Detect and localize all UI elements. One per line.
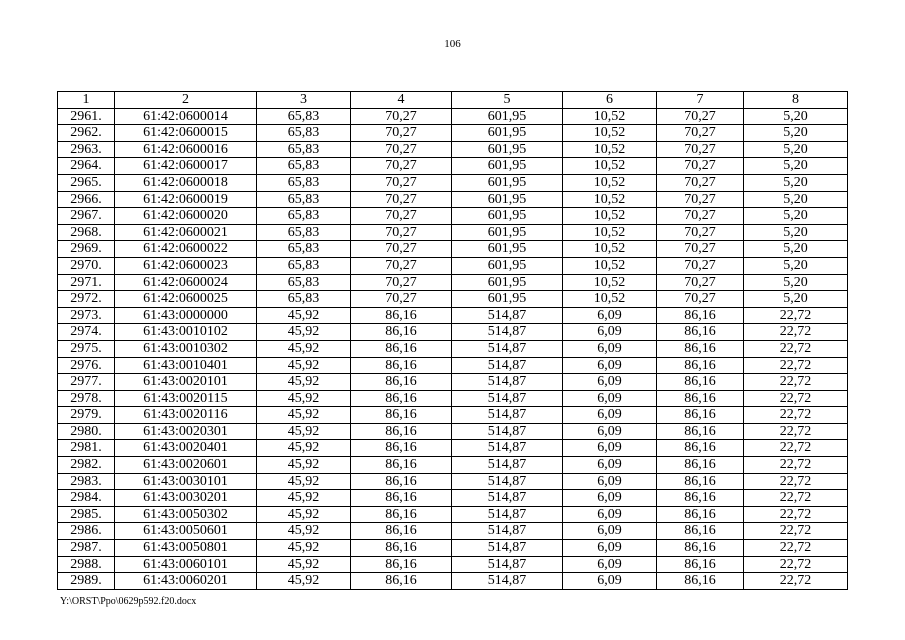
table-cell: 2984. xyxy=(58,490,115,507)
table-cell: 2976. xyxy=(58,357,115,374)
table-cell: 61:43:0020301 xyxy=(115,423,257,440)
table-cell: 2970. xyxy=(58,257,115,274)
table-cell: 70,27 xyxy=(657,291,744,308)
table-cell: 2967. xyxy=(58,208,115,225)
table-row xyxy=(58,423,848,440)
table-cell: 86,16 xyxy=(657,307,744,324)
table-cell: 2966. xyxy=(58,191,115,208)
table-cell: 45,92 xyxy=(257,457,351,474)
table-cell: 5,20 xyxy=(744,208,848,225)
table-cell: 65,83 xyxy=(257,108,351,125)
table-row xyxy=(58,208,848,225)
table-cell: 601,95 xyxy=(452,224,563,241)
table-cell: 45,92 xyxy=(257,540,351,557)
header-row xyxy=(58,92,848,109)
table-cell: 61:43:0030201 xyxy=(115,490,257,507)
table-cell: 10,52 xyxy=(563,241,657,258)
table-row xyxy=(58,540,848,557)
table-cell: 10,52 xyxy=(563,141,657,158)
table-cell: 86,16 xyxy=(351,440,452,457)
table-row xyxy=(58,324,848,341)
table-cell: 86,16 xyxy=(657,573,744,590)
table-cell: 22,72 xyxy=(744,540,848,557)
table-cell: 70,27 xyxy=(351,108,452,125)
table-cell: 2979. xyxy=(58,407,115,424)
table-cell: 22,72 xyxy=(744,490,848,507)
table-cell: 10,52 xyxy=(563,291,657,308)
table-cell: 2972. xyxy=(58,291,115,308)
table-cell: 5,20 xyxy=(744,174,848,191)
table-cell: 514,87 xyxy=(452,457,563,474)
table-cell: 70,27 xyxy=(351,191,452,208)
table-cell: 86,16 xyxy=(351,457,452,474)
table-cell: 86,16 xyxy=(657,390,744,407)
table-cell: 2978. xyxy=(58,390,115,407)
table-cell: 45,92 xyxy=(257,573,351,590)
table-cell: 61:42:0600017 xyxy=(115,158,257,175)
table-cell: 86,16 xyxy=(351,307,452,324)
table-cell: 2971. xyxy=(58,274,115,291)
table-cell: 514,87 xyxy=(452,307,563,324)
table-cell: 45,92 xyxy=(257,423,351,440)
table-cell: 514,87 xyxy=(452,374,563,391)
table-cell: 65,83 xyxy=(257,208,351,225)
table-cell: 61:43:0020401 xyxy=(115,440,257,457)
table-cell: 61:43:0060201 xyxy=(115,573,257,590)
table-cell: 45,92 xyxy=(257,307,351,324)
table-cell: 86,16 xyxy=(657,440,744,457)
table-cell: 65,83 xyxy=(257,141,351,158)
table-cell: 514,87 xyxy=(452,407,563,424)
table-cell: 61:42:0600023 xyxy=(115,257,257,274)
table-cell: 70,27 xyxy=(657,257,744,274)
table-cell: 2977. xyxy=(58,374,115,391)
table-cell: 45,92 xyxy=(257,556,351,573)
table-cell: 61:43:0000000 xyxy=(115,307,257,324)
table-cell: 22,72 xyxy=(744,307,848,324)
table-cell: 2961. xyxy=(58,108,115,125)
table-cell: 86,16 xyxy=(657,540,744,557)
table-row xyxy=(58,357,848,374)
table-cell: 2975. xyxy=(58,340,115,357)
table-row xyxy=(58,141,848,158)
table-header xyxy=(58,92,848,109)
table-row xyxy=(58,473,848,490)
table-cell: 514,87 xyxy=(452,473,563,490)
table-row xyxy=(58,556,848,573)
table-cell: 6,09 xyxy=(563,523,657,540)
table-cell: 65,83 xyxy=(257,274,351,291)
table-cell: 22,72 xyxy=(744,423,848,440)
table-cell: 61:43:0020101 xyxy=(115,374,257,391)
table-cell: 6,09 xyxy=(563,506,657,523)
table-cell: 10,52 xyxy=(563,208,657,225)
table-cell: 601,95 xyxy=(452,191,563,208)
table-cell: 22,72 xyxy=(744,473,848,490)
table-cell: 86,16 xyxy=(657,340,744,357)
table-cell: 514,87 xyxy=(452,506,563,523)
table-cell: 65,83 xyxy=(257,174,351,191)
table-cell: 70,27 xyxy=(657,241,744,258)
table-cell: 61:43:0050302 xyxy=(115,506,257,523)
table-cell: 61:43:0010102 xyxy=(115,324,257,341)
table-cell: 45,92 xyxy=(257,490,351,507)
table-cell: 86,16 xyxy=(351,506,452,523)
table-cell: 22,72 xyxy=(744,390,848,407)
table-cell: 6,09 xyxy=(563,340,657,357)
table-cell: 70,27 xyxy=(657,191,744,208)
table-cell: 514,87 xyxy=(452,573,563,590)
table-cell: 61:42:0600022 xyxy=(115,241,257,258)
table-cell: 65,83 xyxy=(257,257,351,274)
table-cell: 5,20 xyxy=(744,108,848,125)
table-cell: 22,72 xyxy=(744,556,848,573)
table-cell: 61:42:0600025 xyxy=(115,291,257,308)
table-cell: 86,16 xyxy=(351,390,452,407)
table-cell: 86,16 xyxy=(351,523,452,540)
table-cell: 70,27 xyxy=(351,208,452,225)
table-cell: 22,72 xyxy=(744,357,848,374)
table-cell: 61:43:0050601 xyxy=(115,523,257,540)
table-cell: 61:42:0600015 xyxy=(115,125,257,142)
table-row xyxy=(58,573,848,590)
table-row xyxy=(58,125,848,142)
table-cell: 86,16 xyxy=(351,423,452,440)
table-cell: 86,16 xyxy=(657,506,744,523)
table-cell: 61:43:0030101 xyxy=(115,473,257,490)
table-cell: 10,52 xyxy=(563,108,657,125)
table-cell: 601,95 xyxy=(452,208,563,225)
table-cell: 5,20 xyxy=(744,241,848,258)
table-cell: 65,83 xyxy=(257,241,351,258)
table-cell: 514,87 xyxy=(452,490,563,507)
table-cell: 514,87 xyxy=(452,440,563,457)
table-cell: 514,87 xyxy=(452,423,563,440)
table-row xyxy=(58,490,848,507)
table-cell: 70,27 xyxy=(657,174,744,191)
table-cell: 22,72 xyxy=(744,440,848,457)
table-cell: 10,52 xyxy=(563,274,657,291)
table-cell: 10,52 xyxy=(563,174,657,191)
table-cell: 22,72 xyxy=(744,340,848,357)
table-cell: 45,92 xyxy=(257,374,351,391)
table-row xyxy=(58,523,848,540)
table-cell: 22,72 xyxy=(744,457,848,474)
table-cell: 86,16 xyxy=(351,473,452,490)
table-cell: 45,92 xyxy=(257,523,351,540)
table-cell: 6,09 xyxy=(563,573,657,590)
table-cell: 6,09 xyxy=(563,357,657,374)
table-cell: 2968. xyxy=(58,224,115,241)
table-cell: 601,95 xyxy=(452,108,563,125)
table-cell: 86,16 xyxy=(657,556,744,573)
table-cell: 86,16 xyxy=(351,357,452,374)
table-cell: 86,16 xyxy=(351,324,452,341)
table-cell: 70,27 xyxy=(351,125,452,142)
table-cell: 70,27 xyxy=(657,125,744,142)
table-cell: 2965. xyxy=(58,174,115,191)
table-cell: 61:43:0010302 xyxy=(115,340,257,357)
table-cell: 61:42:0600021 xyxy=(115,224,257,241)
table-cell: 86,16 xyxy=(657,357,744,374)
table-cell: 70,27 xyxy=(657,224,744,241)
table-cell: 65,83 xyxy=(257,224,351,241)
table-cell: 5,20 xyxy=(744,125,848,142)
table-cell: 70,27 xyxy=(351,291,452,308)
table-cell: 2986. xyxy=(58,523,115,540)
table-cell: 61:43:0020601 xyxy=(115,457,257,474)
table-cell: 6,09 xyxy=(563,540,657,557)
table-cell: 70,27 xyxy=(351,174,452,191)
table-cell: 2962. xyxy=(58,125,115,142)
table-cell: 86,16 xyxy=(351,490,452,507)
table-row xyxy=(58,457,848,474)
data-table-container xyxy=(57,91,847,590)
table-cell: 2980. xyxy=(58,423,115,440)
table-row xyxy=(58,257,848,274)
table-cell: 22,72 xyxy=(744,324,848,341)
table-cell: 22,72 xyxy=(744,407,848,424)
table-cell: 5,20 xyxy=(744,257,848,274)
column-header: 6 xyxy=(563,92,657,109)
table-cell: 70,27 xyxy=(657,208,744,225)
table-cell: 86,16 xyxy=(657,324,744,341)
table-cell: 5,20 xyxy=(744,158,848,175)
table-cell: 2985. xyxy=(58,506,115,523)
table-cell: 2981. xyxy=(58,440,115,457)
table-cell: 514,87 xyxy=(452,357,563,374)
table-cell: 601,95 xyxy=(452,125,563,142)
table-cell: 2989. xyxy=(58,573,115,590)
table-cell: 2983. xyxy=(58,473,115,490)
table-cell: 22,72 xyxy=(744,573,848,590)
table-row xyxy=(58,158,848,175)
table-cell: 70,27 xyxy=(351,257,452,274)
table-cell: 6,09 xyxy=(563,374,657,391)
table-cell: 70,27 xyxy=(657,141,744,158)
table-cell: 45,92 xyxy=(257,390,351,407)
table-cell: 10,52 xyxy=(563,257,657,274)
table-cell: 514,87 xyxy=(452,556,563,573)
table-row xyxy=(58,291,848,308)
table-cell: 61:43:0020116 xyxy=(115,407,257,424)
table-row xyxy=(58,191,848,208)
table-cell: 22,72 xyxy=(744,523,848,540)
table-cell: 2969. xyxy=(58,241,115,258)
table-cell: 61:43:0060101 xyxy=(115,556,257,573)
table-cell: 6,09 xyxy=(563,390,657,407)
table-cell: 86,16 xyxy=(351,556,452,573)
table-cell: 6,09 xyxy=(563,307,657,324)
table-cell: 22,72 xyxy=(744,506,848,523)
table-cell: 86,16 xyxy=(351,374,452,391)
table-cell: 86,16 xyxy=(657,473,744,490)
column-header: 3 xyxy=(257,92,351,109)
table-cell: 86,16 xyxy=(657,423,744,440)
table-cell: 10,52 xyxy=(563,224,657,241)
table-cell: 45,92 xyxy=(257,506,351,523)
table-cell: 61:42:0600016 xyxy=(115,141,257,158)
table-cell: 61:42:0600020 xyxy=(115,208,257,225)
table-cell: 45,92 xyxy=(257,324,351,341)
table-row xyxy=(58,274,848,291)
table-row xyxy=(58,506,848,523)
table-cell: 514,87 xyxy=(452,523,563,540)
table-cell: 45,92 xyxy=(257,473,351,490)
table-cell: 601,95 xyxy=(452,158,563,175)
column-header: 1 xyxy=(58,92,115,109)
table-cell: 2982. xyxy=(58,457,115,474)
table-cell: 10,52 xyxy=(563,191,657,208)
table-row xyxy=(58,224,848,241)
table-cell: 86,16 xyxy=(657,374,744,391)
table-cell: 70,27 xyxy=(657,108,744,125)
table-cell: 61:43:0050801 xyxy=(115,540,257,557)
table-cell: 61:42:0600024 xyxy=(115,274,257,291)
table-cell: 86,16 xyxy=(351,407,452,424)
table-cell: 61:42:0600019 xyxy=(115,191,257,208)
table-row xyxy=(58,340,848,357)
table-cell: 70,27 xyxy=(351,158,452,175)
table-cell: 2973. xyxy=(58,307,115,324)
table-cell: 6,09 xyxy=(563,407,657,424)
table-cell: 22,72 xyxy=(744,374,848,391)
table-cell: 86,16 xyxy=(351,340,452,357)
table-cell: 6,09 xyxy=(563,440,657,457)
table-cell: 2963. xyxy=(58,141,115,158)
table-cell: 514,87 xyxy=(452,540,563,557)
table-row xyxy=(58,241,848,258)
table-cell: 45,92 xyxy=(257,357,351,374)
table-cell: 70,27 xyxy=(351,224,452,241)
table-cell: 6,09 xyxy=(563,473,657,490)
table-cell: 45,92 xyxy=(257,407,351,424)
table-cell: 70,27 xyxy=(657,158,744,175)
table-row xyxy=(58,307,848,324)
table-cell: 601,95 xyxy=(452,241,563,258)
table-cell: 65,83 xyxy=(257,125,351,142)
table-cell: 5,20 xyxy=(744,291,848,308)
data-table xyxy=(57,91,848,590)
table-cell: 61:43:0020115 xyxy=(115,390,257,407)
table-cell: 86,16 xyxy=(351,573,452,590)
table-cell: 6,09 xyxy=(563,324,657,341)
table-cell: 5,20 xyxy=(744,191,848,208)
table-row xyxy=(58,374,848,391)
table-row xyxy=(58,407,848,424)
table-cell: 601,95 xyxy=(452,291,563,308)
table-cell: 70,27 xyxy=(351,141,452,158)
table-cell: 2974. xyxy=(58,324,115,341)
table-cell: 70,27 xyxy=(351,241,452,258)
column-header: 2 xyxy=(115,92,257,109)
table-row xyxy=(58,390,848,407)
table-cell: 70,27 xyxy=(657,274,744,291)
table-row xyxy=(58,440,848,457)
table-cell: 70,27 xyxy=(351,274,452,291)
table-cell: 601,95 xyxy=(452,274,563,291)
table-cell: 86,16 xyxy=(657,490,744,507)
table-cell: 5,20 xyxy=(744,274,848,291)
table-cell: 65,83 xyxy=(257,158,351,175)
table-row xyxy=(58,174,848,191)
column-header: 5 xyxy=(452,92,563,109)
table-cell: 6,09 xyxy=(563,490,657,507)
table-cell: 61:42:0600014 xyxy=(115,108,257,125)
table-cell: 514,87 xyxy=(452,324,563,341)
table-cell: 6,09 xyxy=(563,556,657,573)
table-cell: 86,16 xyxy=(657,523,744,540)
table-cell: 601,95 xyxy=(452,174,563,191)
table-cell: 6,09 xyxy=(563,423,657,440)
page-number: 106 xyxy=(444,38,461,50)
table-cell: 6,09 xyxy=(563,457,657,474)
table-cell: 601,95 xyxy=(452,257,563,274)
table-cell: 10,52 xyxy=(563,125,657,142)
table-cell: 601,95 xyxy=(452,141,563,158)
table-cell: 514,87 xyxy=(452,340,563,357)
table-cell: 10,52 xyxy=(563,158,657,175)
table-body xyxy=(58,108,848,589)
column-header: 8 xyxy=(744,92,848,109)
table-cell: 2964. xyxy=(58,158,115,175)
table-cell: 61:42:0600018 xyxy=(115,174,257,191)
column-header: 4 xyxy=(351,92,452,109)
table-cell: 65,83 xyxy=(257,291,351,308)
table-cell: 2988. xyxy=(58,556,115,573)
table-cell: 5,20 xyxy=(744,141,848,158)
table-cell: 86,16 xyxy=(351,540,452,557)
table-cell: 45,92 xyxy=(257,440,351,457)
footer-file-path: Y:\ORST\Ppo\0629p592.f20.docx xyxy=(60,596,197,607)
table-cell: 514,87 xyxy=(452,390,563,407)
table-cell: 86,16 xyxy=(657,407,744,424)
table-cell: 61:43:0010401 xyxy=(115,357,257,374)
table-cell: 2987. xyxy=(58,540,115,557)
table-row xyxy=(58,108,848,125)
table-cell: 45,92 xyxy=(257,340,351,357)
table-cell: 86,16 xyxy=(657,457,744,474)
column-header: 7 xyxy=(657,92,744,109)
table-cell: 65,83 xyxy=(257,191,351,208)
table-cell: 5,20 xyxy=(744,224,848,241)
